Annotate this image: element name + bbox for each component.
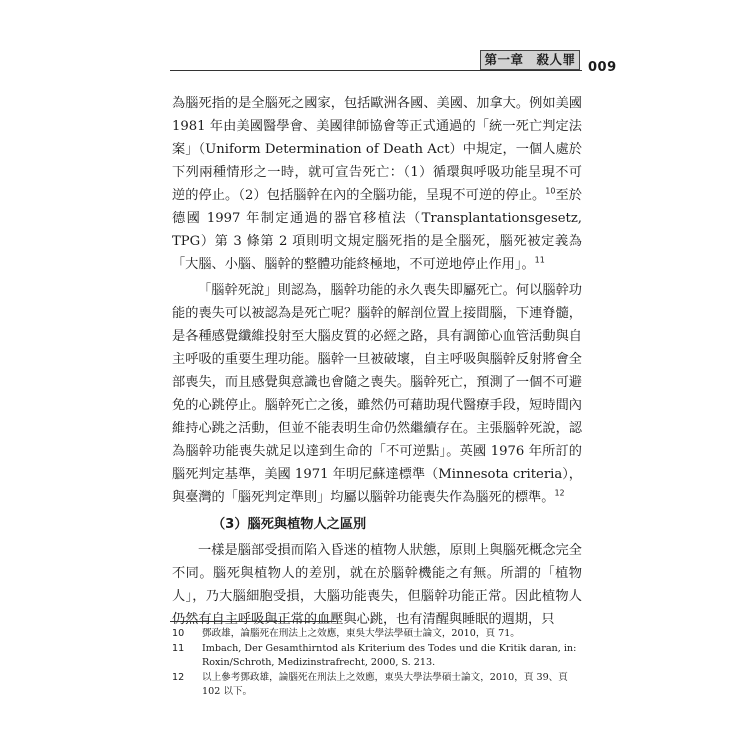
paragraph-3: 一樣是腦部受損而陷入昏迷的植物人狀態，原則上與腦死概念完全不同。腦死與植物人的差別，就在於腦幹機能之有無。所謂的「植物人」，乃大腦細胞受損，大腦功能喪失，但腦幹功能正常。因此植物人仍然有自主呼吸與正常的血壓與心跳，也有清醒與睡眠的週期，只 xyxy=(172,543,582,627)
footnote-number: 12 xyxy=(172,671,185,683)
paragraph-text: 「腦幹死說」則認為，腦幹功能的永久喪失即屬死亡。何以腦幹功能的喪失可以被認為是死亡呢？腦幹的解剖位置上接間腦，下連脊髓，是各種感覺纖維投射至大腦皮質的必經之路，具有調節心血管活動與自主呼吸的重要生理功能。腦幹一旦被破壞，自主呼吸與腦幹反射將會全部喪失，而且感覺與意識也會隨之喪失。腦幹死亡，預測了一個不可避免的心跳停止。腦幹死亡之後，雖然仍可藉助現代醫療手段，短時間內維持心跳之活動，但並不能表明生命仍然繼續存在。主張腦幹死說，認為腦幹功能喪失就足以達到生命的「不可逆點」。英國 1976 年所訂的腦死判定基準，美國 1971 年明尼蘇達標準（Minnesota criteria），與臺灣的「腦死判定準則」均屬以腦幹功能喪失作為腦死的標準。 xyxy=(172,283,582,505)
paragraph-2 xyxy=(172,279,582,509)
footnote-ref[interactable]: 12 xyxy=(554,488,565,498)
footnote-item xyxy=(172,642,582,671)
footnote-ref[interactable]: 10 xyxy=(545,186,556,196)
section-subheading: （3）腦死與植物人之區別 xyxy=(212,517,367,532)
chapter-title: 第一章 殺人罪 xyxy=(484,52,576,67)
footnote-ref[interactable]: 11 xyxy=(534,255,545,265)
chapter-header-box xyxy=(480,50,580,70)
footnote-text: 鄧政雄，論腦死在刑法上之效應，東吳大學法學碩士論文，2010，頁 71。 xyxy=(202,628,520,639)
footnote-rule xyxy=(170,621,336,622)
body-text xyxy=(172,92,582,631)
footnote-item xyxy=(172,671,582,700)
footnote-number: 10 xyxy=(172,628,185,639)
footnote-text: Imbach, Der Gesamthirntod als Kriterium des Todes und die Kritik daran, in: Roxin/Schroth, Medizinstrafrecht, 2000, S. 213. xyxy=(202,642,577,668)
footnote-number: 11 xyxy=(172,642,185,654)
header-rule xyxy=(170,70,582,71)
paragraph-text: 至於德國 1997 年制定通過的器官移植法（Transplantationsgesetz, TPG）第 3 條第 2 項則明文規定腦死指的是全腦死，腦死被定義為「大腦、小腦、腦幹的整體功能終極地，不可逆地停止作用」。 xyxy=(172,188,582,272)
page-number: 009 xyxy=(588,60,617,75)
footnote-item xyxy=(172,627,582,642)
paragraph-1 xyxy=(172,92,582,276)
footnote-text: 以上參考鄧政雄，論腦死在刑法上之效應，東吳大學法學碩士論文，2010，頁 39、頁 102 以下。 xyxy=(202,671,568,697)
paragraph-text: 為腦死指的是全腦死之國家，包括歐洲各國、美國、加拿大。例如美國 1981 年由美國醫學會、美國律師協會等正式通過的「統一死亡判定法案」（Uniform Determination of Death Act）中規定，一個人處於下列兩種情形之一時，就可宣告死亡：（1）循環與呼吸功能呈現不可逆的停止。（2）包括腦幹在內的全腦功能，呈現不可逆的停止。 xyxy=(172,96,582,203)
footnotes xyxy=(172,627,582,700)
